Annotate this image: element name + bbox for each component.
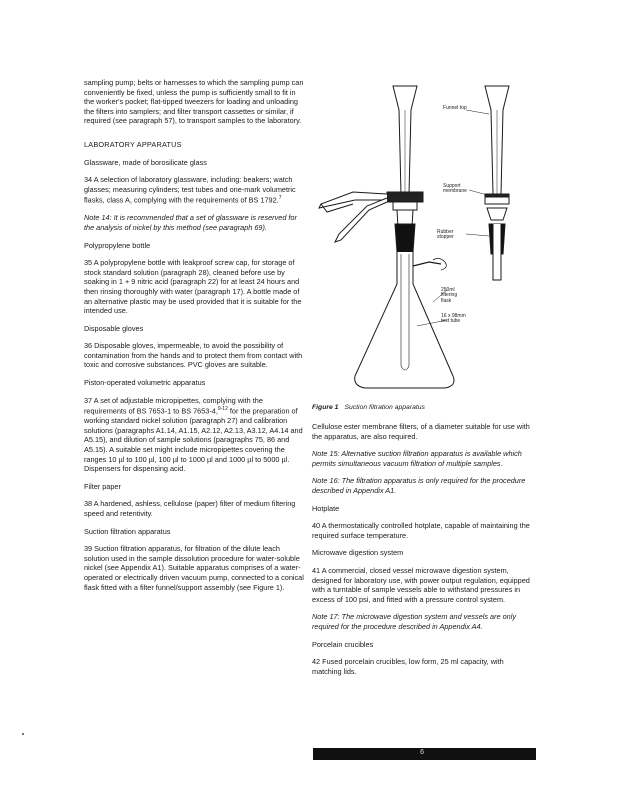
intro-paragraph: sampling pump; belts or harnesses to which the sampling pump can conveniently be fixed, unless the pump is sufficiently small to fit in the worker's pocket; flat-tipped tweezers for loading and unloading the filters into samplers; and filter transport cassettes or similar, if required (see paragraph 57), to transport samples to the laboratory. [84, 78, 304, 126]
paragraph-38: 38 A hardened, ashless, cellulose (paper) filter of medium filtering speed and retentivity. [84, 499, 296, 519]
label-filtering-flask: 250ml filtering flask [441, 287, 458, 304]
laboratory-apparatus-heading: LABORATORY APPARATUS [84, 139, 182, 149]
microwave-heading: Microwave digestion system [312, 548, 404, 558]
note-17: Note 17: The microwave digestion system and vessels are only required for the procedure described in Appendix A4. [312, 612, 517, 631]
paragraph-34-ref: 7 [278, 195, 282, 202]
right-column [312, 422, 534, 684]
paragraph-34 [84, 175, 306, 205]
paragraph-continued: Cellulose ester membrane filters, of a diameter suitable for use with the apparatus, are also required. [312, 422, 530, 441]
piston-heading: Piston-operated volumetric apparatus [84, 378, 206, 388]
scan-mark [22, 733, 24, 735]
filter-paper-heading: Filter paper [84, 481, 121, 491]
glassware-heading: Glassware, made of borosilicate glass [84, 157, 207, 167]
hotplate-heading: Hotplate [312, 503, 340, 513]
note-15: Note 15: Alternative suction filtration apparatus is available which permits simultaneous vacuum filtration of multiple samples. [312, 449, 522, 468]
suction-heading: Suction filtration apparatus [84, 526, 171, 536]
label-test-tube: 16 x 98mm test tube [441, 313, 466, 325]
crucibles-heading: Porcelain crucibles [312, 639, 374, 649]
suction-apparatus-illustration [313, 84, 523, 409]
page-number: 6 [420, 749, 424, 756]
note-16: Note 16: The filtration apparatus is only required for the procedure described in Appendix A1. [312, 476, 526, 495]
figure-caption [312, 404, 425, 411]
paragraph-37-rest: for the preparation of working standard nickel solution (paragraph 27) and calibration solutions (paragraphs A1.14, A1.15, A2.12, A2.13, A3.12, A4.14 and A5.15), and dilution of sample solutions (paragraphs 75, 86 and A5.15). A suitable set might include micropipettes covering the ranges 10 µl to 100 µl, 100 µl to 1000 µl and 1000 µl to 5000 µl. Dispensers for dispensing acid. [84, 406, 303, 474]
paragraph-39: 39 Suction filtration apparatus, for filtration of the dilute leach solution used in the sample dissolution procedure for water-soluble nickel (see Appendix A1). Suitable apparatus comprises of a water-operated or electrically driven vacuum pump, connected to a conical flask fitted with a filter funnel/support assembly (see Figure 1). [84, 544, 304, 592]
label-funnel-top: Funnel top [443, 105, 467, 111]
paragraph-35: 35 A polypropylene bottle with leakproof screw cap, for storage of stock standard solution (paragraph 28), cleaned before use by soaking in 1 + 9 nitric acid (paragraph 22) for at least 24 hours and then rinsing thoroughly with water (paragraph 17). A bottle made of an alternative plastic may be used provided that it is suitable for the intended use. [84, 258, 302, 316]
polypropylene-heading: Polypropylene bottle [84, 240, 151, 250]
paragraph-42: 42 Fused porcelain crucibles, low form, 25 ml capacity, with matching lids. [312, 657, 504, 676]
figure-caption-text: Suction filtration apparatus [344, 404, 425, 411]
paragraph-40: 40 A thermostatically controlled hotplate, capable of maintaining the required surface temperature. [312, 521, 530, 540]
label-rubber-stopper: Rubber stopper [437, 229, 454, 241]
paragraph-37-text: 37 A set of adjustable micropipettes, complying with the requirements of BS 7653-1 to BS 7653-4, [84, 395, 263, 416]
figure-1-drawing [313, 84, 523, 409]
paragraph-36: 36 Disposable gloves, impermeable, to avoid the possibility of contamination from the hands and to protect them from contact with toxic and corrosive substances. PVC gloves are suitable. [84, 341, 303, 370]
figure-caption-number: Figure 1 [312, 404, 339, 411]
paragraph-34-text: 34 A selection of laboratory glassware, including: beakers; watch glasses; measuring cylinders; test tubes and one-mark volumetric flasks, class A, complying with the requirements of BS 1792. [84, 175, 296, 205]
paragraph-41: 41 A commercial, closed vessel microwave digestion system, designed for laboratory use, with power output regulation, equipped with a turntable of sample vessels able to withstand pressures in excess of 100 psi, and fitted with a pressure control system. [312, 565, 530, 604]
left-column [84, 78, 306, 600]
paragraph-37 [84, 396, 306, 474]
paragraph-37-ref: 9-12 [217, 406, 228, 413]
page-number-bar [313, 748, 536, 760]
gloves-heading: Disposable gloves [84, 323, 144, 333]
note-14: Note 14: It is recommended that a set of glassware is reserved for the analysis of nickel by this method (see paragraph 69). [84, 213, 297, 232]
label-support-membrane: Support membrane [443, 183, 467, 195]
